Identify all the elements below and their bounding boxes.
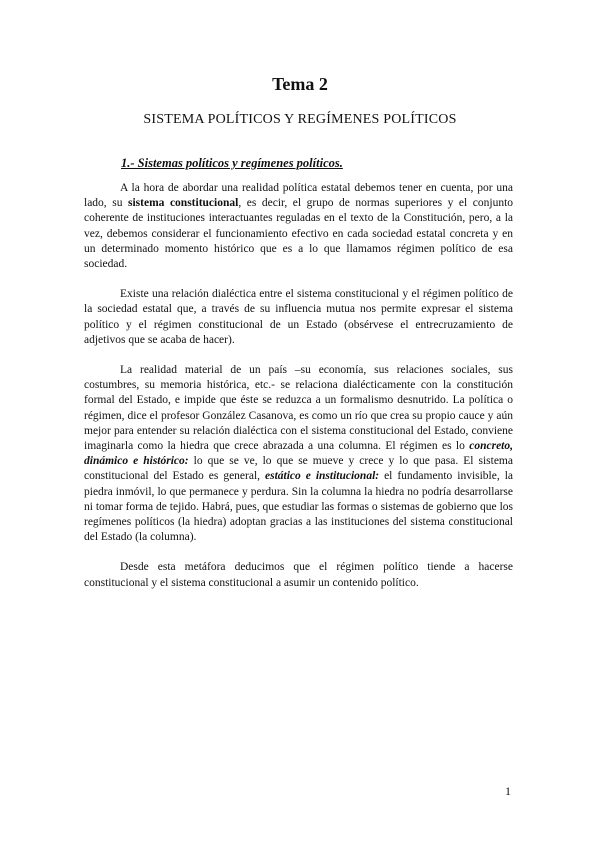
section-heading: 1.- Sistemas políticos y regímenes políticos. [121,156,343,170]
page-title: Tema 2 [272,74,328,94]
bold-term: sistema constitucional [128,197,239,210]
bold-italic-term: concreto, dinámico e histórico: [84,440,513,468]
page-subtitle: SISTEMA POLÍTICOS Y REGÍMENES POLÍTICOS [143,112,457,127]
paragraph-1: A la hora de abordar una realidad política estatal debemos tener en cuenta, por una lado, su sistema constitucional, es decir, el grupo de normas superiores y el conjunto coherente de instituciones interactuantes reguladas en el texto de la Constitución, pero, a la vez, debemos considerar el funcionamiento efectivo en cada sociedad estatal concreta y en un determinado momento histórico que es a lo que llamamos régimen político de esa sociedad. [84,182,514,271]
paragraph-3: La realidad material de un país –su economía, sus relaciones sociales, sus costumbres, su memoria histórica, etc.- se relaciona dialécticamente con la constitución formal del Estado, e impide que éste se reduzca a un formalismo desnutrido. La política o régimen, dice el profesor González Casanova, es como un río que crea su propio cauce y aún mejor para entender su relación dialéctica con el sistema constitucional del Estado, conviene imaginarla como la hiedra que crece abrazada a una columna. El régimen es lo concreto, dinámico e histórico: lo que se ve, lo que se mueve y crece y lo que pasa. El sistema constitucional del Estado es general, estático e institucional: el fundamento invisible, la piedra inmóvil, lo que permanece y perdura. Sin la columna la hiedra no podría desarrollarse ni tomar forma de tejido. Habrá, pues, que estudiar las formas o sistemas de gobierno que los regímenes políticos (la hiedra) adoptan gracias a las instituciones del sistema constitucional del Estado (la columna). [84,364,514,544]
page-number: 1 [505,784,511,798]
bold-italic-term: estático e institucional: [265,470,380,483]
paragraph-4: Desde esta metáfora deducimos que el régimen político tiende a hacerse constitucional y el sistema constitucional a asumir un contenido político. [84,561,513,589]
body-text [84,181,513,606]
paragraph-2: Existe una relación dialéctica entre el sistema constitucional y el régimen político de la sociedad estatal que, a través de su influencia mutua nos permite expresar el sistema político y el régimen constitucional de un Estado (obsérvese el entrecruzamiento de adjetivos que se acaba de hacer). [84,288,513,346]
